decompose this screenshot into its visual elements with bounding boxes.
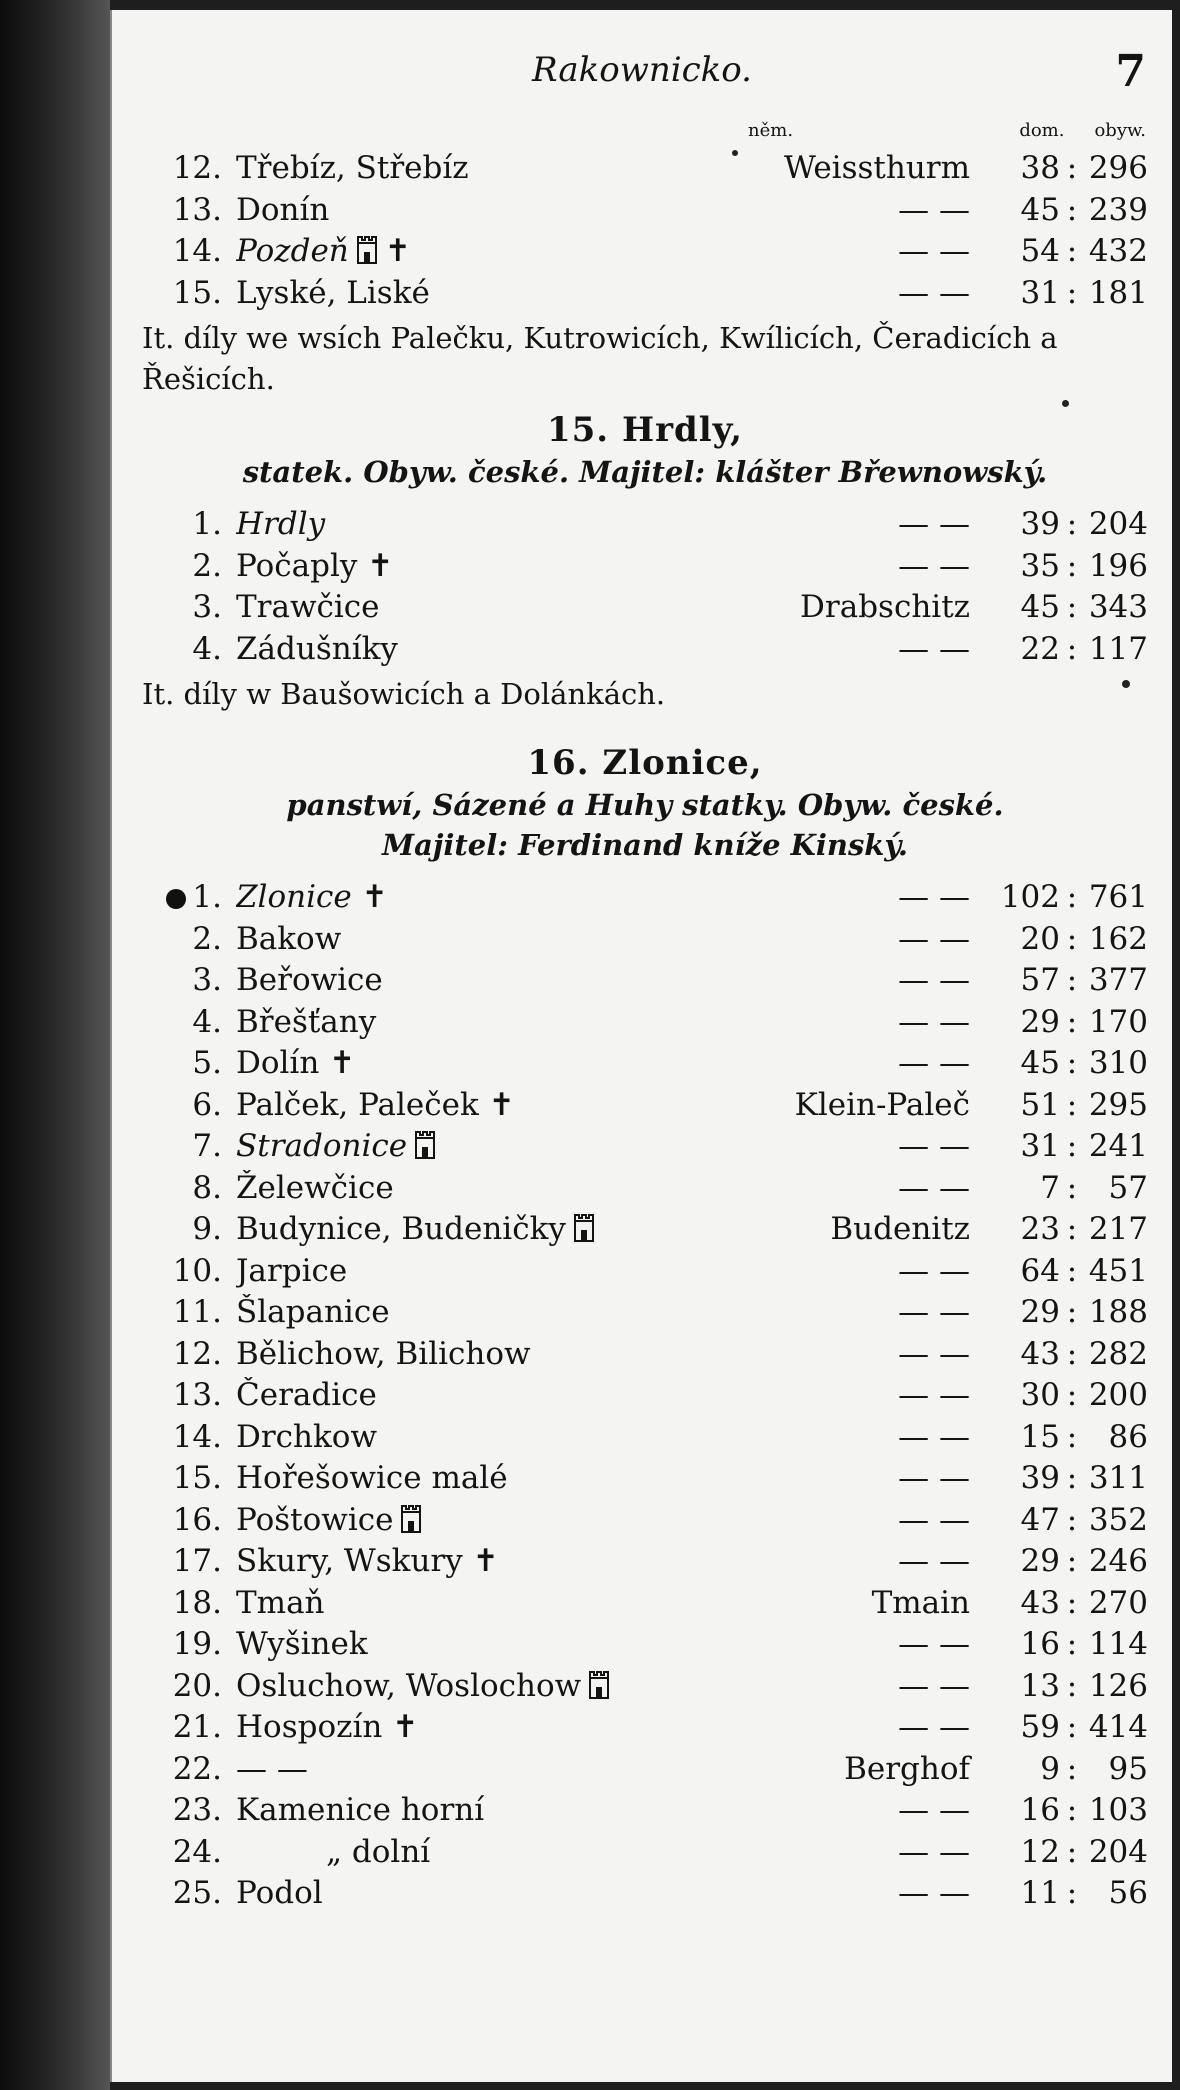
- village-name: Dolín: [236, 1045, 320, 1081]
- village-name: Čeradice: [236, 1377, 377, 1413]
- german-name: Berghof: [844, 1750, 970, 1787]
- village-name: Pozdeň: [236, 233, 349, 269]
- inhabitants-count: 56: [1108, 1875, 1148, 1911]
- running-head: Rakownicko.: [532, 50, 752, 90]
- german-name: — —: [898, 1833, 970, 1870]
- german-name: Budenitz: [830, 1211, 970, 1247]
- german-name: — —: [898, 1169, 970, 1206]
- houses-count: 29: [1020, 1543, 1060, 1579]
- houses-count: 59: [1020, 1709, 1060, 1745]
- section-14-note: It. díly we wsích Palečku, Kutrowicích, Kwílicích, Čeradicích a Řešicích.: [142, 321, 1058, 396]
- houses-count: 20: [1020, 920, 1060, 957]
- table-row: 15. Lyské, Liské — — 31 : 181: [142, 275, 1148, 317]
- row-number: 24.: [172, 1833, 222, 1870]
- inhabitants-count: 343: [1088, 589, 1148, 625]
- castle-icon: [355, 235, 379, 265]
- houses-count: 51: [1020, 1086, 1060, 1123]
- row-number: 2.: [192, 920, 222, 957]
- village-name: Podol: [236, 1875, 323, 1911]
- row-number: 1.: [192, 506, 222, 542]
- inhabitants-count: 246: [1088, 1543, 1148, 1579]
- row-number: 3.: [192, 962, 222, 998]
- inhabitants-count: 117: [1088, 630, 1148, 667]
- village-name: „ dolní: [326, 1833, 431, 1870]
- houses-count: 30: [1020, 1377, 1060, 1413]
- village-name: Donín: [236, 191, 330, 228]
- table-row: 25. Podol — — 11 : 56: [142, 1875, 1148, 1917]
- german-name: — —: [898, 1543, 970, 1579]
- houses-count: 31: [1020, 274, 1060, 311]
- houses-count: 16: [1020, 1626, 1060, 1662]
- row-number: 2.: [192, 547, 222, 584]
- table-row: 4. Břešťany — — 29 : 170: [142, 1004, 1148, 1046]
- table-row: 22. — — Berghof 9 : 95: [142, 1751, 1148, 1793]
- houses-count: 29: [1020, 1003, 1060, 1040]
- row-number: 25.: [172, 1875, 222, 1911]
- inhabitants-count: 352: [1088, 1501, 1148, 1538]
- houses-count: 47: [1020, 1501, 1060, 1538]
- section-15-title: 15. Hrdly,: [546, 410, 744, 450]
- table-row: 1. Hrdly — — 39 : 204: [142, 506, 1148, 548]
- inhabitants-count: 451: [1088, 1252, 1148, 1289]
- castle-icon: [572, 1213, 596, 1243]
- row-number: 10.: [172, 1252, 222, 1289]
- row-number: 14.: [172, 233, 222, 269]
- houses-count: 45: [1020, 589, 1060, 625]
- section-16: [142, 743, 1148, 1917]
- german-name: — —: [898, 233, 970, 269]
- table-row: 21. Hospozín ✝ — — 59 : 414: [142, 1709, 1148, 1751]
- houses-count: 35: [1020, 547, 1060, 584]
- cross-icon: ✝: [472, 1543, 499, 1579]
- inhabitants-count: 57: [1108, 1169, 1148, 1206]
- village-name: Beřowice: [236, 962, 383, 998]
- table-row: 2. Bakow — — 20 : 162: [142, 921, 1148, 963]
- table-row: 3. Beřowice — — 57 : 377: [142, 962, 1148, 1004]
- table-row: 20. Osluchow, Woslochow — — 13 : 126: [142, 1668, 1148, 1710]
- row-number: 17.: [172, 1543, 222, 1579]
- row-number: 13.: [172, 191, 222, 228]
- table-row: 15. Hořešowice malé — — 39 : 311: [142, 1460, 1148, 1502]
- row-number: 4.: [192, 1003, 222, 1040]
- houses-count: 7: [1040, 1169, 1060, 1206]
- german-name: — —: [898, 1045, 970, 1081]
- inhabitants-count: 95: [1108, 1750, 1148, 1787]
- row-number: 9.: [192, 1211, 222, 1247]
- table-row: 5. Dolín ✝ — — 45 : 310: [142, 1045, 1148, 1087]
- village-name: Trawčice: [236, 589, 380, 625]
- german-name: — —: [898, 1709, 970, 1745]
- table-row: 2. Počaply ✝ — — 35 : 196: [142, 548, 1148, 590]
- row-number: 23.: [172, 1792, 222, 1828]
- inhabitants-count: 126: [1088, 1667, 1148, 1704]
- houses-count: 38: [1020, 150, 1060, 186]
- cross-icon: ✝: [361, 879, 388, 915]
- table-row: 13. Donín — — 45 : 239: [142, 192, 1148, 234]
- table-row: 9. Budynice, Budeničky Budenitz 23 : 217: [142, 1211, 1148, 1253]
- inhabitants-count: 414: [1088, 1709, 1148, 1745]
- german-name: — —: [898, 1501, 970, 1538]
- houses-count: 43: [1020, 1335, 1060, 1372]
- column-head-dom: dom.: [1019, 120, 1065, 141]
- row-number: 6.: [192, 1086, 222, 1123]
- inhabitants-count: 296: [1088, 150, 1148, 186]
- row-number: 12.: [172, 150, 222, 186]
- village-name: Šlapanice: [236, 1294, 390, 1330]
- german-name: — —: [898, 274, 970, 311]
- houses-count: 29: [1020, 1294, 1060, 1330]
- german-name: — —: [898, 920, 970, 957]
- houses-count: 43: [1020, 1584, 1060, 1621]
- column-head-obyw: obyw.: [1094, 120, 1146, 141]
- german-name: — —: [898, 1792, 970, 1828]
- inhabitants-count: 86: [1108, 1418, 1148, 1455]
- village-name: Hořešowice malé: [236, 1460, 508, 1496]
- village-name: Hrdly: [236, 506, 326, 542]
- scan-speck: [732, 150, 738, 156]
- village-name: Osluchow, Woslochow: [236, 1667, 582, 1704]
- inhabitants-count: 282: [1088, 1335, 1148, 1372]
- german-name: — —: [898, 1335, 970, 1372]
- german-name: — —: [898, 1003, 970, 1040]
- table-row: 1. Zlonice ✝ — — 102 : 761: [142, 879, 1148, 921]
- inhabitants-count: 217: [1088, 1211, 1148, 1247]
- german-name: Tmain: [871, 1584, 970, 1621]
- houses-count: 11: [1020, 1875, 1060, 1911]
- scan-speck: [1122, 680, 1130, 688]
- village-name: Kamenice horní: [236, 1792, 485, 1828]
- village-name: Zádušníky: [236, 630, 398, 667]
- inhabitants-count: 162: [1088, 920, 1148, 957]
- table-row: 11. Šlapanice — — 29 : 188: [142, 1294, 1148, 1336]
- houses-count: 9: [1040, 1750, 1060, 1787]
- inhabitants-count: 181: [1088, 274, 1148, 311]
- row-number: 16.: [172, 1501, 222, 1538]
- row-number: 13.: [172, 1377, 222, 1413]
- cross-icon: ✝: [384, 233, 411, 269]
- inhabitants-count: 432: [1088, 233, 1148, 269]
- table-row: 4. Zádušníky — — 22 : 117: [142, 631, 1148, 673]
- row-number: 20.: [172, 1667, 222, 1704]
- german-name: — —: [898, 1377, 970, 1413]
- inhabitants-count: 188: [1088, 1294, 1148, 1330]
- german-name: — —: [898, 1252, 970, 1289]
- village-name: Skury, Wskury: [236, 1543, 463, 1579]
- row-number: 5.: [192, 1045, 222, 1081]
- row-number: 1.: [192, 879, 222, 915]
- table-row: 8. Želewčice — — 7 : 57: [142, 1170, 1148, 1212]
- table-row: 7. Stradonice — — 31 : 241: [142, 1128, 1148, 1170]
- inhabitants-count: 204: [1088, 1833, 1148, 1870]
- table-row: 14. Drchkow — — 15 : 86: [142, 1419, 1148, 1461]
- german-name: Klein-Paleč: [794, 1086, 970, 1123]
- village-name: Jarpice: [236, 1252, 348, 1289]
- inhabitants-count: 311: [1088, 1460, 1148, 1496]
- village-name: Želewčice: [236, 1169, 394, 1206]
- village-name: Zlonice: [236, 879, 352, 915]
- castle-icon: [587, 1670, 611, 1700]
- inhabitants-count: 204: [1088, 506, 1148, 542]
- table-row: 3. Trawčice Drabschitz 45 : 343: [142, 589, 1148, 631]
- table-row: 16. Poštowice — — 47 : 352: [142, 1502, 1148, 1544]
- table-row: 14. Pozdeň ✝ — — 54 : 432: [142, 233, 1148, 275]
- inhabitants-count: 170: [1088, 1003, 1148, 1040]
- table-row: 10. Jarpice — — 64 : 451: [142, 1253, 1148, 1295]
- houses-count: 31: [1020, 1128, 1060, 1164]
- table-row: 12. Třebíz, Střebíz Weissthurm 38 : 296: [142, 150, 1148, 192]
- scan-speck: [1062, 400, 1069, 407]
- castle-icon: [399, 1504, 423, 1534]
- inhabitants-count: 761: [1088, 879, 1148, 915]
- bullet-icon: [166, 889, 186, 909]
- row-number: 3.: [192, 589, 222, 625]
- table-row: 6. Palček, Paleček ✝ Klein-Paleč 51 : 295: [142, 1087, 1148, 1129]
- village-name: Bakow: [236, 920, 342, 957]
- row-number: 8.: [192, 1169, 222, 1206]
- row-number: 14.: [172, 1418, 222, 1455]
- inhabitants-count: 200: [1088, 1377, 1148, 1413]
- german-name: — —: [898, 547, 970, 584]
- german-name: — —: [898, 630, 970, 667]
- houses-count: 57: [1020, 962, 1060, 998]
- section-16-owner: Majitel: Ferdinand kníže Kinský.: [382, 828, 908, 862]
- inhabitants-count: 310: [1088, 1045, 1148, 1081]
- village-name: Hospozín: [236, 1709, 383, 1745]
- german-name: Drabschitz: [800, 589, 970, 625]
- german-name: — —: [898, 191, 970, 228]
- german-name: — —: [898, 1128, 970, 1164]
- row-number: 18.: [172, 1584, 222, 1621]
- section-15-subtitle: statek. Obyw. české. Majitel: klášter Břewnowský.: [242, 455, 1048, 489]
- row-number: 12.: [172, 1335, 222, 1372]
- german-name: — —: [898, 1294, 970, 1330]
- inhabitants-count: 114: [1088, 1626, 1148, 1662]
- row-number: 11.: [172, 1294, 222, 1330]
- village-name: Wyšinek: [236, 1626, 368, 1662]
- table-row: 23. Kamenice horní — — 16 : 103: [142, 1792, 1148, 1834]
- houses-count: 45: [1020, 191, 1060, 228]
- village-name: Třebíz, Střebíz: [236, 150, 469, 186]
- cross-icon: ✝: [329, 1045, 356, 1081]
- row-number: 19.: [172, 1626, 222, 1662]
- section-14-table: [142, 150, 1148, 400]
- village-name: Lyské, Liské: [236, 274, 430, 311]
- village-name: Palček, Paleček: [236, 1086, 479, 1123]
- houses-count: 15: [1020, 1418, 1060, 1455]
- inhabitants-count: 270: [1088, 1584, 1148, 1621]
- row-number: 7.: [192, 1128, 222, 1164]
- row-number: 15.: [172, 1460, 222, 1496]
- page-body: [142, 150, 1148, 1917]
- table-row: 12. Bělichow, Bilichow — — 43 : 282: [142, 1336, 1148, 1378]
- german-name: — —: [898, 1460, 970, 1496]
- houses-count: 45: [1020, 1045, 1060, 1081]
- section-15: [142, 410, 1148, 715]
- houses-count: 22: [1020, 630, 1060, 667]
- german-name: — —: [898, 879, 970, 915]
- german-name: — —: [898, 1667, 970, 1704]
- houses-count: 12: [1020, 1833, 1060, 1870]
- inhabitants-count: 103: [1088, 1792, 1148, 1828]
- castle-icon: [413, 1130, 437, 1160]
- row-number: 22.: [172, 1750, 222, 1787]
- row-number: 4.: [192, 630, 222, 667]
- houses-count: 23: [1020, 1211, 1060, 1247]
- village-name: — —: [236, 1750, 308, 1787]
- book-binding: [0, 0, 110, 2090]
- village-name: Bělichow, Bilichow: [236, 1335, 531, 1372]
- village-name: Budynice, Budeničky: [236, 1211, 566, 1247]
- houses-count: 64: [1020, 1252, 1060, 1289]
- german-name: — —: [898, 506, 970, 542]
- section-16-title: 16. Zlonice,: [527, 743, 763, 783]
- german-name: — —: [898, 1418, 970, 1455]
- village-name: Břešťany: [236, 1003, 377, 1040]
- row-number: 21.: [172, 1709, 222, 1745]
- houses-count: 13: [1020, 1667, 1060, 1704]
- cross-icon: ✝: [367, 547, 394, 584]
- column-heads: [1019, 120, 1146, 141]
- village-name: Poštowice: [236, 1501, 394, 1538]
- german-name: — —: [898, 962, 970, 998]
- inhabitants-count: 377: [1088, 962, 1148, 998]
- section-15-note: It. díly w Baušowicích a Dolánkách.: [142, 677, 666, 711]
- german-name: — —: [898, 1875, 970, 1911]
- table-row: 17. Skury, Wskury ✝ — — 29 : 246: [142, 1543, 1148, 1585]
- table-row: 18. Tmaň Tmain 43 : 270: [142, 1585, 1148, 1627]
- german-name: — —: [898, 1626, 970, 1662]
- table-row: 19. Wyšinek — — 16 : 114: [142, 1626, 1148, 1668]
- houses-count: 39: [1020, 1460, 1060, 1496]
- section-16-subtitle: panstwí, Sázené a Huhy statky. Obyw. české.: [286, 788, 1004, 822]
- village-name: Počaply: [236, 547, 358, 584]
- cross-icon: ✝: [488, 1086, 515, 1123]
- houses-count: 16: [1020, 1792, 1060, 1828]
- inhabitants-count: 239: [1088, 191, 1148, 228]
- column-head-nem: něm.: [748, 120, 794, 141]
- village-name: Tmaň: [236, 1584, 325, 1621]
- inhabitants-count: 196: [1088, 547, 1148, 584]
- page-header: [112, 46, 1172, 97]
- table-row: 24. „ dolní — — 12 : 204: [142, 1834, 1148, 1876]
- inhabitants-count: 241: [1088, 1128, 1148, 1164]
- page-number: 7: [1115, 46, 1146, 97]
- houses-count: 102: [1000, 879, 1060, 915]
- table-row: 13. Čeradice — — 30 : 200: [142, 1377, 1148, 1419]
- inhabitants-count: 295: [1088, 1086, 1148, 1123]
- houses-count: 39: [1020, 506, 1060, 542]
- village-name: Stradonice: [236, 1128, 408, 1164]
- village-name: Drchkow: [236, 1418, 377, 1455]
- houses-count: 54: [1020, 233, 1060, 269]
- page-sheet: [110, 10, 1172, 2082]
- cross-icon: ✝: [392, 1709, 419, 1745]
- row-number: 15.: [172, 274, 222, 311]
- german-name: Weissthurm: [783, 150, 970, 186]
